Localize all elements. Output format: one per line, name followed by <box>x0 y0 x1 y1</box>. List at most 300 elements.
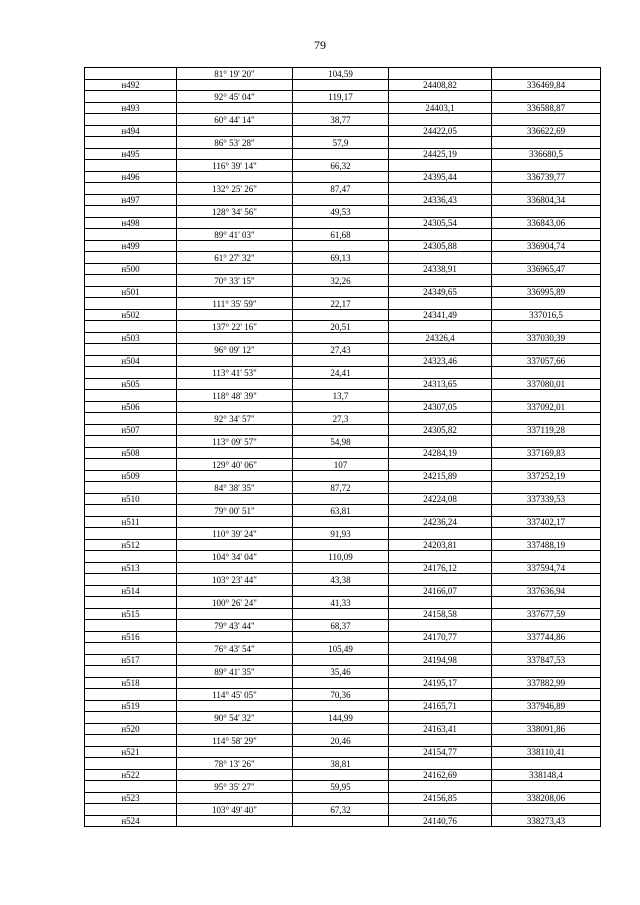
x-coordinate-cell: 24341,49 <box>389 309 492 321</box>
angle-cell <box>177 424 293 436</box>
y-coordinate-cell <box>492 390 601 402</box>
length-cell <box>293 240 389 252</box>
x-coordinate-cell: 24203,81 <box>389 539 492 551</box>
x-coordinate-cell: 24422,05 <box>389 125 492 137</box>
point-cell <box>85 459 177 471</box>
length-cell <box>293 746 389 758</box>
length-cell: 66,32 <box>293 160 389 172</box>
table-row <box>85 631 601 643</box>
table-row <box>85 137 601 149</box>
angle-cell: 89° 41' 03" <box>177 229 293 241</box>
point-cell <box>85 160 177 172</box>
point-cell <box>85 321 177 333</box>
angle-cell <box>177 562 293 574</box>
angle-cell: 79° 00' 51" <box>177 505 293 517</box>
x-coordinate-cell <box>389 229 492 241</box>
point-cell: н512 <box>85 539 177 551</box>
point-cell: н515 <box>85 608 177 620</box>
angle-cell <box>177 677 293 689</box>
table-row <box>85 309 601 321</box>
page-number: 79 <box>314 38 326 52</box>
table-row <box>85 597 601 609</box>
y-coordinate-cell <box>492 482 601 494</box>
length-cell <box>293 654 389 666</box>
x-coordinate-cell <box>389 68 492 80</box>
length-cell: 87,72 <box>293 482 389 494</box>
y-coordinate-cell <box>492 206 601 218</box>
length-cell: 35,46 <box>293 666 389 678</box>
x-coordinate-cell <box>389 160 492 172</box>
length-cell: 20,46 <box>293 735 389 747</box>
angle-cell <box>177 378 293 390</box>
table-row <box>85 252 601 264</box>
x-coordinate-cell: 24284,19 <box>389 447 492 459</box>
angle-cell <box>177 470 293 482</box>
table-row <box>85 321 601 333</box>
y-coordinate-cell <box>492 689 601 701</box>
x-coordinate-cell <box>389 206 492 218</box>
table-row <box>85 470 601 482</box>
table-row <box>85 528 601 540</box>
point-cell: н516 <box>85 631 177 643</box>
angle-cell: 100° 26' 24" <box>177 597 293 609</box>
x-coordinate-cell: 24154,77 <box>389 746 492 758</box>
length-cell: 87,47 <box>293 183 389 195</box>
y-coordinate-cell <box>492 666 601 678</box>
angle-cell <box>177 792 293 804</box>
table-row <box>85 217 601 229</box>
table-row <box>85 68 601 80</box>
y-coordinate-cell: 337030,39 <box>492 332 601 344</box>
x-coordinate-cell: 24425,19 <box>389 148 492 160</box>
table-row <box>85 378 601 390</box>
x-coordinate-cell: 24156,85 <box>389 792 492 804</box>
length-cell <box>293 286 389 298</box>
x-coordinate-cell <box>389 804 492 816</box>
y-coordinate-cell <box>492 804 601 816</box>
point-cell <box>85 482 177 494</box>
y-coordinate-cell: 336469,84 <box>492 79 601 91</box>
point-cell: н507 <box>85 424 177 436</box>
table-row <box>85 355 601 367</box>
table-row <box>85 332 601 344</box>
point-cell: н503 <box>85 332 177 344</box>
angle-cell <box>177 332 293 344</box>
point-cell <box>85 436 177 448</box>
table-row <box>85 758 601 770</box>
table-row <box>85 792 601 804</box>
table-row <box>85 654 601 666</box>
angle-cell: 95° 35' 27" <box>177 781 293 793</box>
point-cell: н495 <box>85 148 177 160</box>
x-coordinate-cell <box>389 344 492 356</box>
table-row <box>85 401 601 413</box>
length-cell: 70,36 <box>293 689 389 701</box>
length-cell <box>293 102 389 114</box>
table-row <box>85 424 601 436</box>
length-cell: 119,17 <box>293 91 389 103</box>
point-cell <box>85 252 177 264</box>
length-cell: 63,81 <box>293 505 389 517</box>
y-coordinate-cell <box>492 436 601 448</box>
y-coordinate-cell <box>492 183 601 195</box>
table-row <box>85 493 601 505</box>
table-row <box>85 390 601 402</box>
table-row <box>85 551 601 563</box>
x-coordinate-cell <box>389 459 492 471</box>
angle-cell <box>177 401 293 413</box>
length-cell <box>293 125 389 137</box>
x-coordinate-cell <box>389 321 492 333</box>
y-coordinate-cell: 337402,17 <box>492 516 601 528</box>
length-cell <box>293 677 389 689</box>
y-coordinate-cell <box>492 459 601 471</box>
x-coordinate-cell: 24305,88 <box>389 240 492 252</box>
length-cell: 20,51 <box>293 321 389 333</box>
point-cell: н523 <box>85 792 177 804</box>
x-coordinate-cell: 24307,05 <box>389 401 492 413</box>
point-cell <box>85 137 177 149</box>
y-coordinate-cell: 337080,01 <box>492 378 601 390</box>
length-cell: 24,41 <box>293 367 389 379</box>
angle-cell <box>177 79 293 91</box>
length-cell: 69,13 <box>293 252 389 264</box>
table-row <box>85 160 601 172</box>
x-coordinate-cell <box>389 620 492 632</box>
length-cell: 107 <box>293 459 389 471</box>
table-row <box>85 608 601 620</box>
table-row <box>85 447 601 459</box>
table-row <box>85 516 601 528</box>
y-coordinate-cell: 337882,99 <box>492 677 601 689</box>
angle-cell <box>177 286 293 298</box>
y-coordinate-cell <box>492 781 601 793</box>
y-coordinate-cell: 337488,19 <box>492 539 601 551</box>
table-row <box>85 183 601 195</box>
angle-cell: 118° 48' 39" <box>177 390 293 402</box>
point-cell <box>85 229 177 241</box>
length-cell: 54,98 <box>293 436 389 448</box>
y-coordinate-cell: 337016,5 <box>492 309 601 321</box>
y-coordinate-cell: 337847,53 <box>492 654 601 666</box>
point-cell <box>85 712 177 724</box>
table-row <box>85 229 601 241</box>
length-cell: 32,26 <box>293 275 389 287</box>
point-cell <box>85 781 177 793</box>
y-coordinate-cell <box>492 114 601 126</box>
x-coordinate-cell: 24305,54 <box>389 217 492 229</box>
y-coordinate-cell <box>492 620 601 632</box>
angle-cell: 128° 34' 56" <box>177 206 293 218</box>
point-cell: н524 <box>85 815 177 827</box>
x-coordinate-cell <box>389 252 492 264</box>
length-cell: 67,32 <box>293 804 389 816</box>
length-cell: 110,09 <box>293 551 389 563</box>
table-row <box>85 482 601 494</box>
table-row <box>85 206 601 218</box>
y-coordinate-cell <box>492 551 601 563</box>
table-body <box>85 68 601 827</box>
length-cell <box>293 815 389 827</box>
point-cell: н494 <box>85 125 177 137</box>
x-coordinate-cell: 24338,91 <box>389 263 492 275</box>
x-coordinate-cell <box>389 91 492 103</box>
table-row <box>85 677 601 689</box>
point-cell: н518 <box>85 677 177 689</box>
y-coordinate-cell: 337744,86 <box>492 631 601 643</box>
x-coordinate-cell <box>389 436 492 448</box>
table-row <box>85 689 601 701</box>
x-coordinate-cell: 24349,65 <box>389 286 492 298</box>
x-coordinate-cell: 24305,82 <box>389 424 492 436</box>
table-row <box>85 781 601 793</box>
point-cell: н501 <box>85 286 177 298</box>
x-coordinate-cell <box>389 551 492 563</box>
point-cell: н497 <box>85 194 177 206</box>
point-cell <box>85 666 177 678</box>
x-coordinate-cell <box>389 183 492 195</box>
x-coordinate-cell: 24403,1 <box>389 102 492 114</box>
y-coordinate-cell: 336995,89 <box>492 286 601 298</box>
angle-cell: 111° 35' 59" <box>177 298 293 310</box>
angle-cell: 110° 39' 24" <box>177 528 293 540</box>
length-cell <box>293 378 389 390</box>
point-cell <box>85 344 177 356</box>
angle-cell <box>177 585 293 597</box>
point-cell <box>85 643 177 655</box>
boundary-coordinates-table <box>84 67 601 827</box>
point-cell: н519 <box>85 700 177 712</box>
point-cell: н496 <box>85 171 177 183</box>
angle-cell: 61° 27' 32" <box>177 252 293 264</box>
point-cell: н508 <box>85 447 177 459</box>
point-cell: н522 <box>85 769 177 781</box>
x-coordinate-cell <box>389 689 492 701</box>
y-coordinate-cell: 337594,74 <box>492 562 601 574</box>
length-cell: 105,49 <box>293 643 389 655</box>
length-cell <box>293 585 389 597</box>
x-coordinate-cell <box>389 574 492 586</box>
y-coordinate-cell <box>492 643 601 655</box>
x-coordinate-cell: 24326,4 <box>389 332 492 344</box>
angle-cell <box>177 309 293 321</box>
x-coordinate-cell: 24176,12 <box>389 562 492 574</box>
angle-cell <box>177 263 293 275</box>
point-cell: н520 <box>85 723 177 735</box>
point-cell <box>85 505 177 517</box>
length-cell <box>293 700 389 712</box>
length-cell: 38,81 <box>293 758 389 770</box>
table-row <box>85 114 601 126</box>
y-coordinate-cell: 337636,94 <box>492 585 601 597</box>
table-row <box>85 620 601 632</box>
length-cell <box>293 792 389 804</box>
x-coordinate-cell <box>389 666 492 678</box>
y-coordinate-cell: 336965,47 <box>492 263 601 275</box>
x-coordinate-cell: 24162,69 <box>389 769 492 781</box>
x-coordinate-cell <box>389 735 492 747</box>
y-coordinate-cell <box>492 229 601 241</box>
angle-cell <box>177 700 293 712</box>
angle-cell: 129° 40' 06" <box>177 459 293 471</box>
y-coordinate-cell <box>492 275 601 287</box>
y-coordinate-cell: 338208,06 <box>492 792 601 804</box>
angle-cell <box>177 493 293 505</box>
y-coordinate-cell <box>492 367 601 379</box>
point-cell <box>85 689 177 701</box>
angle-cell: 84° 38' 35" <box>177 482 293 494</box>
table-row <box>85 643 601 655</box>
x-coordinate-cell: 24236,24 <box>389 516 492 528</box>
angle-cell <box>177 125 293 137</box>
table-row <box>85 367 601 379</box>
length-cell <box>293 332 389 344</box>
y-coordinate-cell: 336804,34 <box>492 194 601 206</box>
table-row <box>85 148 601 160</box>
angle-cell: 113° 09' 57" <box>177 436 293 448</box>
length-cell: 43,38 <box>293 574 389 586</box>
angle-cell: 113° 41' 53" <box>177 367 293 379</box>
length-cell <box>293 447 389 459</box>
angle-cell: 103° 49' 40" <box>177 804 293 816</box>
y-coordinate-cell: 336588,87 <box>492 102 601 114</box>
angle-cell <box>177 194 293 206</box>
x-coordinate-cell: 24166,07 <box>389 585 492 597</box>
x-coordinate-cell <box>389 781 492 793</box>
angle-cell <box>177 217 293 229</box>
point-cell: н504 <box>85 355 177 367</box>
length-cell: 38,77 <box>293 114 389 126</box>
y-coordinate-cell: 337057,66 <box>492 355 601 367</box>
angle-cell: 89° 41' 35" <box>177 666 293 678</box>
y-coordinate-cell <box>492 321 601 333</box>
angle-cell <box>177 102 293 114</box>
y-coordinate-cell <box>492 413 601 425</box>
point-cell <box>85 735 177 747</box>
x-coordinate-cell: 24313,65 <box>389 378 492 390</box>
x-coordinate-cell: 24224,08 <box>389 493 492 505</box>
angle-cell <box>177 447 293 459</box>
length-cell: 27,3 <box>293 413 389 425</box>
x-coordinate-cell <box>389 390 492 402</box>
length-cell <box>293 769 389 781</box>
angle-cell: 92° 45' 04" <box>177 91 293 103</box>
y-coordinate-cell: 336739,77 <box>492 171 601 183</box>
x-coordinate-cell: 24165,71 <box>389 700 492 712</box>
length-cell: 91,93 <box>293 528 389 540</box>
point-cell <box>85 367 177 379</box>
point-cell <box>85 114 177 126</box>
length-cell <box>293 263 389 275</box>
table-row <box>85 459 601 471</box>
table-row <box>85 700 601 712</box>
x-coordinate-cell <box>389 528 492 540</box>
table-row <box>85 298 601 310</box>
length-cell: 104,59 <box>293 68 389 80</box>
length-cell: 41,33 <box>293 597 389 609</box>
angle-cell <box>177 171 293 183</box>
length-cell <box>293 493 389 505</box>
length-cell <box>293 539 389 551</box>
point-cell <box>85 804 177 816</box>
table-row <box>85 436 601 448</box>
point-cell <box>85 68 177 80</box>
angle-cell: 86° 53' 28" <box>177 137 293 149</box>
table-row <box>85 413 601 425</box>
y-coordinate-cell <box>492 597 601 609</box>
length-cell <box>293 217 389 229</box>
x-coordinate-cell: 24158,58 <box>389 608 492 620</box>
table-row <box>85 769 601 781</box>
x-coordinate-cell <box>389 367 492 379</box>
angle-cell: 78° 13' 26" <box>177 758 293 770</box>
length-cell <box>293 562 389 574</box>
point-cell: н505 <box>85 378 177 390</box>
table-row <box>85 344 601 356</box>
length-cell <box>293 401 389 413</box>
point-cell <box>85 275 177 287</box>
table-row <box>85 712 601 724</box>
x-coordinate-cell: 24408,82 <box>389 79 492 91</box>
y-coordinate-cell: 336680,5 <box>492 148 601 160</box>
point-cell <box>85 298 177 310</box>
x-coordinate-cell: 24170,77 <box>389 631 492 643</box>
y-coordinate-cell <box>492 137 601 149</box>
point-cell <box>85 574 177 586</box>
angle-cell <box>177 723 293 735</box>
x-coordinate-cell: 24323,46 <box>389 355 492 367</box>
x-coordinate-cell <box>389 482 492 494</box>
angle-cell: 137° 22' 16" <box>177 321 293 333</box>
point-cell: н493 <box>85 102 177 114</box>
length-cell: 49,53 <box>293 206 389 218</box>
y-coordinate-cell: 337169,83 <box>492 447 601 459</box>
table-row <box>85 735 601 747</box>
y-coordinate-cell: 338148,4 <box>492 769 601 781</box>
table-row <box>85 539 601 551</box>
table-row <box>85 263 601 275</box>
x-coordinate-cell <box>389 413 492 425</box>
y-coordinate-cell <box>492 68 601 80</box>
length-cell <box>293 79 389 91</box>
point-cell <box>85 528 177 540</box>
y-coordinate-cell <box>492 298 601 310</box>
angle-cell: 79° 43' 44" <box>177 620 293 632</box>
point-cell: н510 <box>85 493 177 505</box>
table-row <box>85 562 601 574</box>
table-row <box>85 102 601 114</box>
y-coordinate-cell: 338273,43 <box>492 815 601 827</box>
length-cell <box>293 608 389 620</box>
length-cell <box>293 194 389 206</box>
x-coordinate-cell: 24215,89 <box>389 470 492 482</box>
x-coordinate-cell: 24336,43 <box>389 194 492 206</box>
length-cell: 61,68 <box>293 229 389 241</box>
y-coordinate-cell: 336622,69 <box>492 125 601 137</box>
x-coordinate-cell <box>389 597 492 609</box>
table-row <box>85 286 601 298</box>
point-cell: н498 <box>85 217 177 229</box>
length-cell <box>293 723 389 735</box>
x-coordinate-cell <box>389 114 492 126</box>
y-coordinate-cell: 337946,89 <box>492 700 601 712</box>
table-row <box>85 723 601 735</box>
angle-cell: 103° 23' 44" <box>177 574 293 586</box>
table-row <box>85 171 601 183</box>
angle-cell <box>177 355 293 367</box>
length-cell <box>293 355 389 367</box>
y-coordinate-cell: 336843,06 <box>492 217 601 229</box>
